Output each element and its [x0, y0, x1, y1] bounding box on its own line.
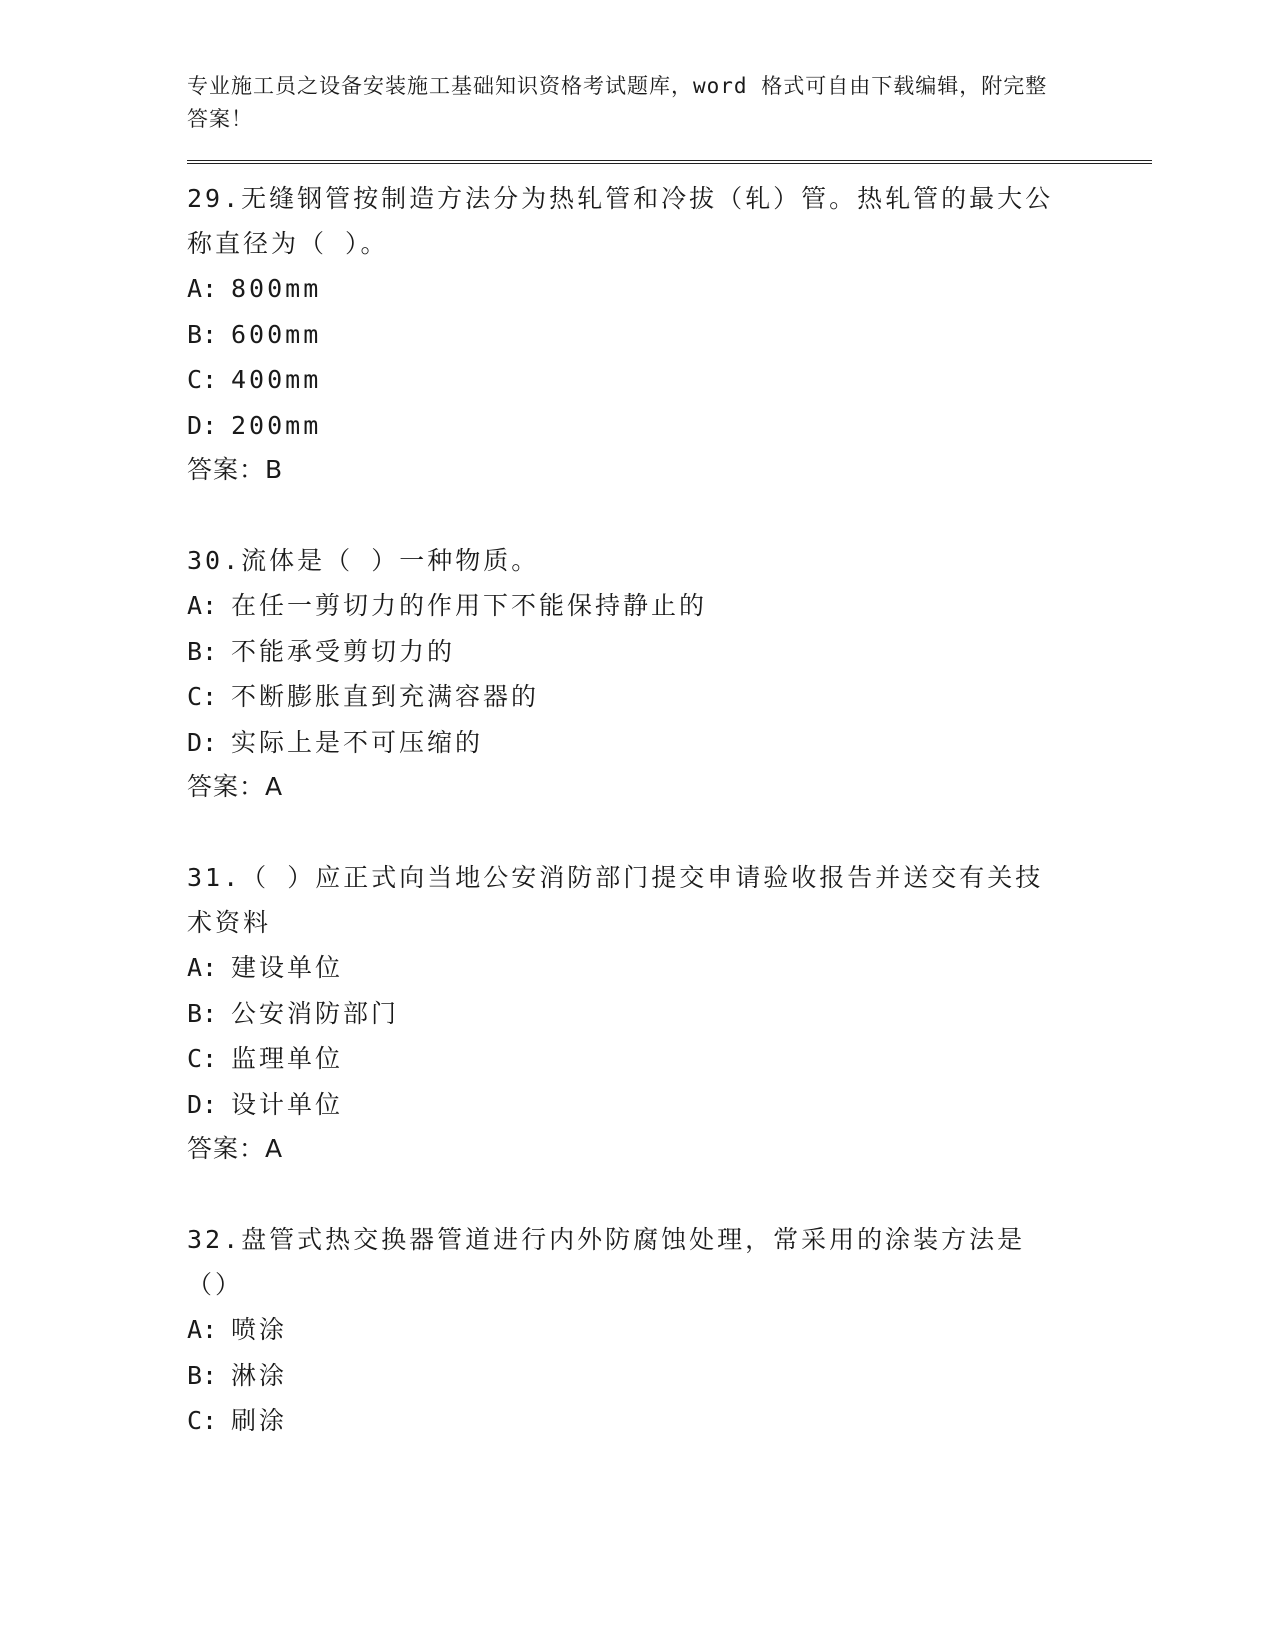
option-a: [187, 583, 1152, 629]
option-a: [187, 1307, 1152, 1353]
option-c: [187, 357, 1152, 403]
option-letter: A:: [187, 274, 218, 303]
option-letter: D:: [187, 1089, 218, 1119]
option-b: [187, 1353, 1152, 1399]
option-letter: C:: [187, 1406, 218, 1435]
option-text: 200mm: [231, 410, 322, 440]
option-b: [187, 312, 1152, 358]
question-32: [187, 1217, 1152, 1444]
option-d: [187, 403, 1152, 449]
option-text: 实际上是不可压缩的: [231, 727, 484, 757]
option-letter: A:: [187, 1315, 218, 1344]
option-c: [187, 674, 1152, 720]
option-text: 淋涂: [231, 1360, 288, 1390]
answer: 答案：A: [187, 1134, 284, 1163]
option-text: 800mm: [231, 274, 322, 303]
option-letter: B:: [187, 319, 218, 349]
answer: 答案：A: [187, 772, 284, 801]
option-text: 喷涂: [231, 1315, 288, 1344]
option-b: [187, 991, 1152, 1037]
option-b: [187, 629, 1152, 675]
option-c: [187, 1398, 1152, 1444]
option-text: 600mm: [231, 319, 322, 349]
option-a: [187, 266, 1152, 312]
option-text: 400mm: [231, 365, 322, 394]
option-text: 公安消防部门: [231, 998, 400, 1028]
option-text: 在任一剪切力的作用下不能保持静止的: [231, 591, 708, 620]
question-stem: 31.（ ）应正式向当地公安消防部门提交申请验收报告并送交有关技术资料: [187, 863, 1044, 937]
document-header: 专业施工员之设备安装施工基础知识资格考试题库，word 格式可自由下载编辑，附完整答案！: [187, 74, 1048, 131]
question-31: [187, 855, 1152, 1171]
option-letter: C:: [187, 1044, 218, 1073]
option-text: 不能承受剪切力的: [231, 636, 456, 666]
question-stem: 30.流体是（ ）一种物质。: [187, 546, 540, 575]
question-30: [187, 538, 1152, 809]
option-text: 设计单位: [231, 1089, 344, 1119]
option-a: [187, 945, 1152, 991]
option-d: [187, 720, 1152, 766]
option-letter: C:: [187, 365, 218, 394]
question-29: [187, 176, 1152, 492]
option-text: 刷涂: [231, 1406, 288, 1435]
option-letter: D:: [187, 727, 218, 757]
option-letter: C:: [187, 682, 218, 711]
option-text: 建设单位: [231, 953, 344, 982]
answer: 答案：B: [187, 455, 284, 484]
option-text: 不断膨胀直到充满容器的: [231, 682, 540, 711]
question-stem: 29.无缝钢管按制造方法分为热轧管和冷拔（轧）管。热轧管的最大公称直径为（ ）。: [187, 184, 1054, 258]
option-c: [187, 1036, 1152, 1082]
option-letter: A:: [187, 591, 218, 620]
option-letter: B:: [187, 1360, 218, 1390]
question-stem: 32.盘管式热交换器管道进行内外防腐蚀处理，常采用的涂装方法是（）: [187, 1225, 1026, 1299]
option-letter: D:: [187, 410, 218, 440]
document-page: [187, 70, 1152, 1444]
option-text: 监理单位: [231, 1044, 344, 1073]
option-letter: A:: [187, 953, 218, 982]
option-d: [187, 1082, 1152, 1128]
option-letter: B:: [187, 636, 218, 666]
option-letter: B:: [187, 998, 218, 1028]
